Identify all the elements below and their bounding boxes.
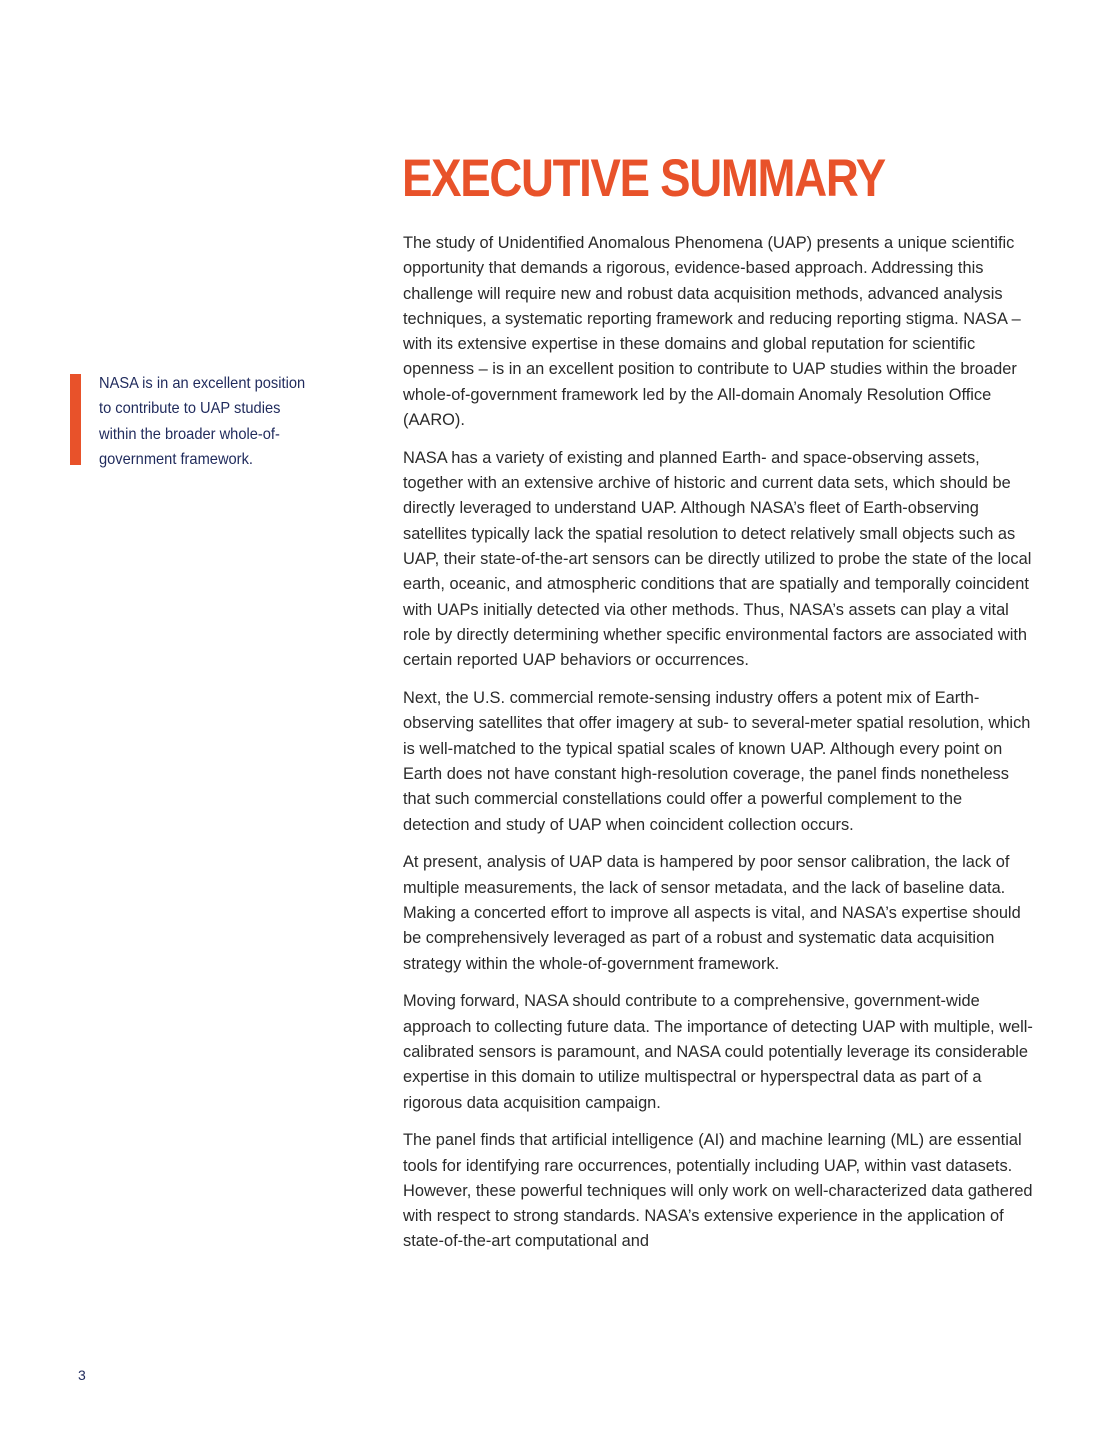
paragraph: The panel finds that artificial intelligence (AI) and machine learning (ML) are essential tools for identifying rare occurrences, potentially including UAP, within vast datasets. However, these powerful techniques will only work on well-characterized data gathered with respect to strong standards. NASA’s extensive experience in the application of state-of-the-art computational and [403, 1131, 1033, 1251]
pull-quote [70, 371, 320, 467]
paragraph: The study of Unidentified Anomalous Phenomena (UAP) presents a unique scientific opportunity that demands a rigorous, evidence-based approach. Addressing this challenge will require new and robust data acquisition methods, advanced analysis techniques, a systematic reporting framework and reducing reporting stigma. NASA – with its extensive expertise in these domains and global reputation for scientific openness – is in an excellent position to contribute to UAP studies within the broader whole-of-government framework led by the All-domain Anomaly Resolution Office (AARO). [403, 234, 1021, 430]
paragraph: At present, analysis of UAP data is hampered by poor sensor calibration, the lack of multiple measurements, the lack of sensor metadata, and the lack of baseline data. Making a concerted effort to improve all aspects is vital, and NASA’s expertise should be comprehensively leveraged as part of a robust and systematic data acquisition strategy within the whole-of-government framework. [403, 853, 1021, 973]
page-number: 3 [78, 1367, 86, 1383]
paragraph: NASA has a variety of existing and planned Earth- and space-observing assets, together with an extensive archive of historic and current data sets, which should be directly leveraged to understand UAP. Although NASA’s fleet of Earth-observing satellites typically lack the spatial resolution to detect relatively small objects such as UAP, their state-of-the-art sensors can be directly utilized to probe the state of the local earth, oceanic, and atmospheric conditions that are spatially and temporally coincident with UAPs initially detected via other methods. Thus, NASA’s assets can play a vital role by directly determining whether specific environmental factors are associated with certain reported UAP behaviors or occurrences. [403, 448, 1032, 670]
page-title: EXECUTIVE SUMMARY [402, 149, 885, 208]
paragraph: Next, the U.S. commercial remote-sensing industry offers a potent mix of Earth-observing satellites that offer imagery at sub- to several-meter spatial resolution, which is well-matched to the typical spatial scales of known UAP. Although every point on Earth does not have constant high-resolution coverage, the panel finds nonetheless that such commercial constellations could offer a powerful complement to the detection and study of UAP when coincident collection occurs. [403, 689, 1031, 834]
pull-quote-accent-bar [70, 374, 81, 465]
paragraph: Moving forward, NASA should contribute to a comprehensive, government-wide approach to collecting future data. The importance of detecting UAP with multiple, well-calibrated sensors is paramount, and NASA could potentially leverage its considerable expertise in this domain to utilize multispectral or hyperspectral data as part of a rigorous data acquisition campaign. [403, 992, 1033, 1112]
pull-quote-text: NASA is in an excellent position to contribute to UAP studies within the broader whole-of-government framework. [99, 375, 306, 468]
body-text [403, 231, 1033, 1267]
